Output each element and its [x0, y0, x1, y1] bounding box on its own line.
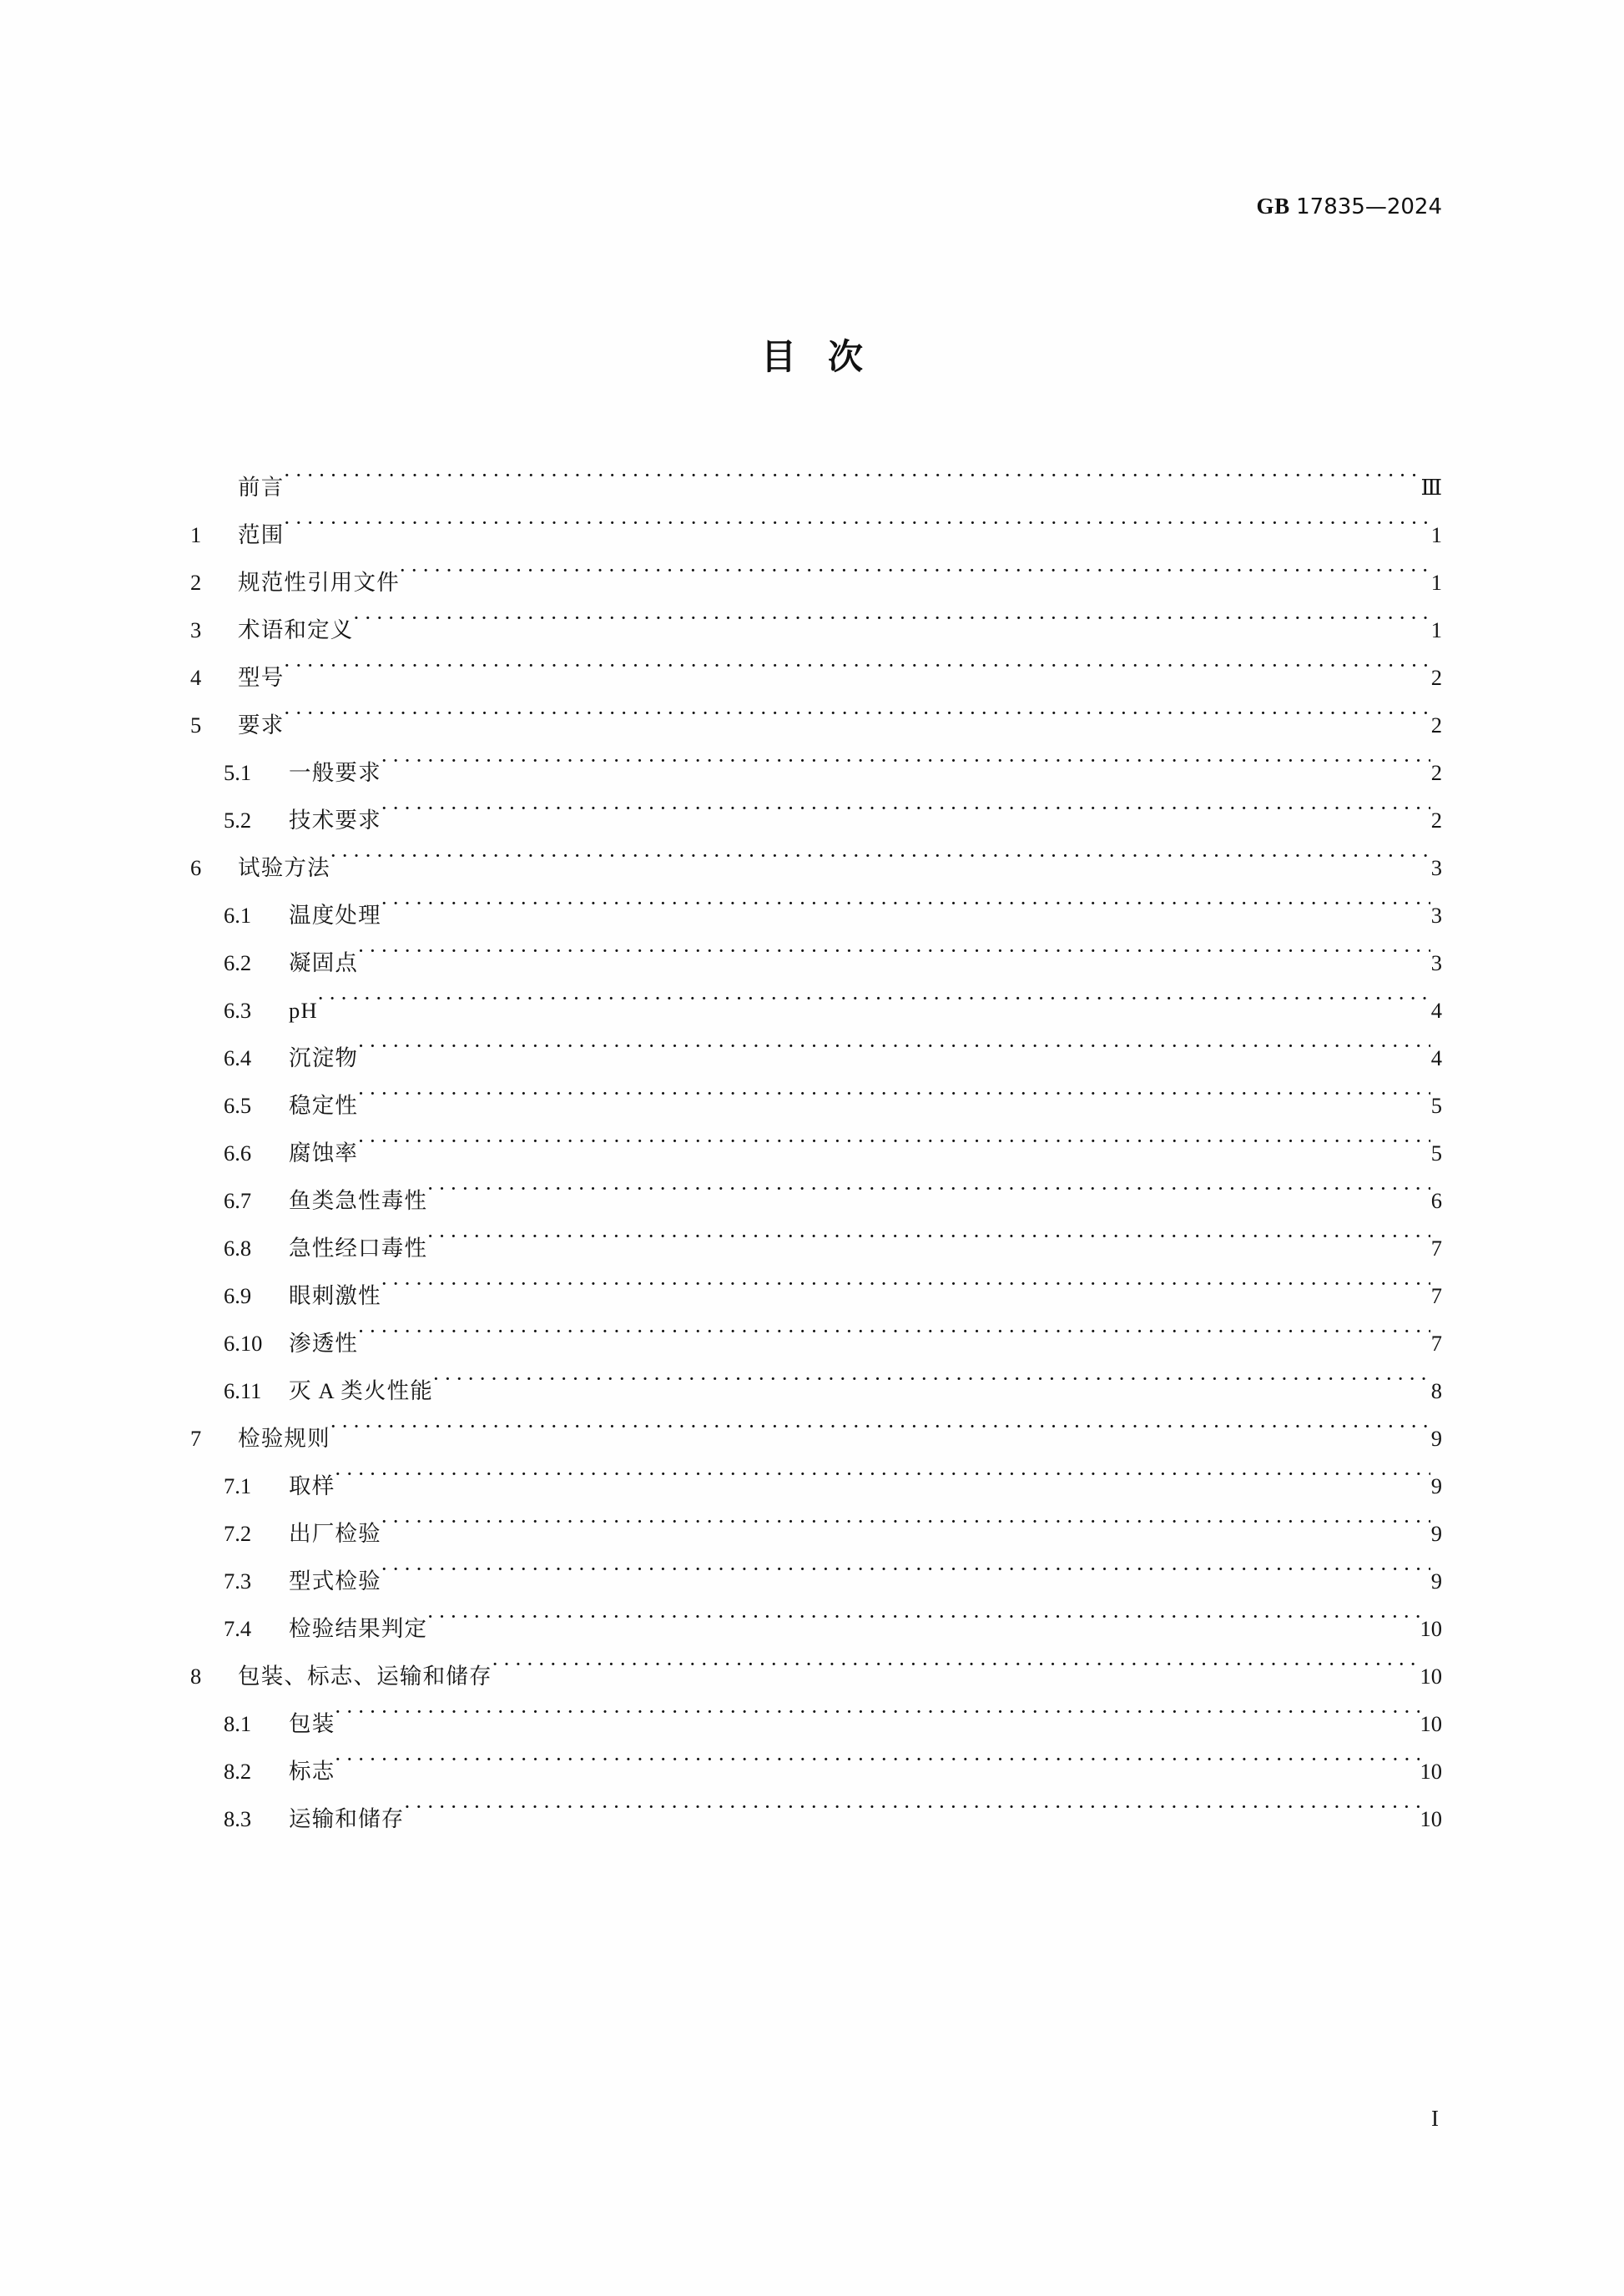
toc-entry-label: 型号	[238, 665, 285, 690]
toc-entry-number: 8	[190, 1664, 202, 1689]
toc-entry-page: 7	[1430, 1283, 1442, 1308]
toc-entry-number: 5	[190, 712, 202, 738]
toc-dot-leader	[382, 806, 1430, 828]
toc-dot-leader	[285, 663, 1430, 685]
toc-entry-page: 7	[1430, 1331, 1442, 1356]
toc-entry-number: 5.1	[224, 760, 252, 785]
toc-entry-number: 6.4	[224, 1045, 252, 1070]
standard-header	[1257, 194, 1442, 219]
toc-dot-leader	[359, 1091, 1430, 1113]
toc-entry-number: 6.10	[224, 1331, 263, 1356]
toc-entry-page: 4	[1430, 998, 1442, 1023]
toc-entry-number: 8.2	[224, 1759, 252, 1784]
toc-entry-page: 8	[1430, 1378, 1442, 1403]
toc-entry-page: 9	[1430, 1473, 1442, 1498]
toc-dot-leader	[382, 758, 1430, 780]
toc-entry-label: 运输和储存	[289, 1806, 405, 1831]
toc-entry-page: 3	[1430, 855, 1442, 880]
toc-dot-leader	[359, 1139, 1430, 1161]
toc-entry-number: 4	[190, 665, 202, 690]
toc-entry-label: 范围	[238, 522, 285, 547]
toc-entry-number: 7.3	[224, 1568, 252, 1594]
toc-entry[interactable]	[190, 511, 1442, 559]
toc-dot-leader	[335, 1709, 1419, 1731]
toc-entry-label: 鱼类急性毒性	[289, 1188, 428, 1213]
toc-entry-number: 6	[190, 855, 202, 880]
toc-entry-page: 3	[1430, 950, 1442, 975]
toc-entry-label: 包装	[289, 1711, 335, 1736]
toc-entry-label: 腐蚀率	[289, 1140, 359, 1166]
toc-dot-leader	[359, 949, 1430, 970]
toc-dot-leader	[331, 853, 1430, 875]
toc-entry[interactable]	[190, 1558, 1442, 1605]
toc-entry-page: 10	[1420, 1759, 1442, 1784]
toc-entry-number: 6.1	[224, 903, 252, 928]
toc-entry-page: 1	[1430, 570, 1442, 595]
toc-entry[interactable]	[190, 987, 1442, 1035]
toc-dot-leader	[382, 1519, 1430, 1541]
toc-entry-number: 2	[190, 570, 202, 595]
toc-entry-label: 温度处理	[289, 903, 381, 928]
toc-entry-page: 10	[1420, 1664, 1442, 1689]
toc-entry-page: 9	[1430, 1568, 1442, 1594]
toc-dot-leader	[319, 996, 1430, 1018]
page-number: I	[1431, 2106, 1439, 2131]
toc-entry[interactable]	[190, 1653, 1442, 1700]
toc-entry-label: 标志	[289, 1759, 335, 1784]
toc-entry-number: 6.11	[224, 1378, 262, 1403]
toc-dot-leader	[335, 1472, 1430, 1493]
toc-dot-leader	[428, 1234, 1430, 1256]
toc-entry[interactable]	[190, 654, 1442, 702]
toc-entry[interactable]	[190, 607, 1442, 654]
toc-dot-leader	[428, 1614, 1419, 1636]
toc-entry-number: 8.3	[224, 1806, 252, 1831]
toc-entry-page: 1	[1430, 617, 1442, 642]
toc-entry-page: 2	[1430, 760, 1442, 785]
toc-dot-leader	[335, 1757, 1419, 1779]
toc-entry-page: 5	[1430, 1093, 1442, 1118]
toc-entry-page: 9	[1430, 1426, 1442, 1451]
toc-dot-leader	[428, 1186, 1430, 1208]
toc-entry-number: 7.4	[224, 1616, 252, 1641]
toc-dot-leader	[331, 1424, 1430, 1446]
toc-entry-number: 6.6	[224, 1140, 252, 1166]
toc-entry[interactable]	[190, 1700, 1442, 1748]
toc-entry-number: 3	[190, 617, 202, 642]
toc-entry-page: 6	[1430, 1188, 1442, 1213]
toc-dot-leader	[401, 568, 1430, 590]
standard-prefix: GB	[1256, 194, 1290, 219]
toc-entry-number: 1	[190, 522, 202, 547]
toc-entry[interactable]	[190, 892, 1442, 939]
toc-entry-label: 沉淀物	[289, 1045, 359, 1070]
toc-dot-leader	[406, 1805, 1420, 1826]
toc-entry-page: 2	[1430, 712, 1442, 738]
toc-entry-page: 9	[1430, 1521, 1442, 1546]
toc-entry-number: 6.3	[224, 998, 252, 1023]
toc-entry-label: 灭 A 类火性能	[289, 1378, 434, 1403]
toc-entry-label: 一般要求	[289, 760, 381, 785]
toc-entry[interactable]	[190, 1795, 1442, 1843]
toc-entry-page: 2	[1430, 808, 1442, 833]
toc-entry[interactable]	[190, 702, 1442, 749]
toc-entry[interactable]	[190, 797, 1442, 844]
toc-entry-label: 要求	[238, 712, 285, 738]
toc-entry-label: 取样	[289, 1473, 335, 1498]
toc-entry-number: 7.2	[224, 1521, 252, 1546]
toc-entry-label: 稳定性	[289, 1093, 359, 1118]
toc-entry[interactable]	[190, 1367, 1442, 1415]
toc-entry-number: 6.5	[224, 1093, 252, 1118]
toc-dot-leader	[382, 901, 1430, 923]
toc-entry-label: 术语和定义	[238, 617, 354, 642]
toc-entry-page: 10	[1420, 1806, 1442, 1831]
toc-dot-leader	[285, 473, 1420, 495]
toc-entry[interactable]	[190, 1035, 1442, 1082]
toc-entry-number: 6.9	[224, 1283, 252, 1308]
toc-entry[interactable]	[190, 1225, 1442, 1272]
toc-entry[interactable]	[190, 1320, 1442, 1367]
toc-dot-leader	[359, 1044, 1430, 1065]
toc-entry[interactable]	[190, 1510, 1442, 1558]
toc-entry[interactable]	[190, 939, 1442, 987]
toc-dot-leader	[493, 1662, 1420, 1684]
toc-entry[interactable]	[190, 1272, 1442, 1320]
toc-entry-label: 包装、标志、运输和储存	[238, 1664, 492, 1689]
toc-dot-leader	[382, 1567, 1430, 1589]
toc-dot-leader	[382, 1281, 1430, 1303]
toc-entry[interactable]	[190, 464, 1442, 511]
page-title: 目次	[760, 336, 895, 377]
toc-dot-leader	[285, 521, 1430, 542]
toc-dot-leader	[285, 711, 1430, 733]
toc-entry-number: 7	[190, 1426, 202, 1451]
toc-entry-label: 规范性引用文件	[238, 570, 400, 595]
toc-entry-page: 10	[1420, 1711, 1442, 1736]
toc-entry-label: 检验规则	[238, 1426, 330, 1451]
table-of-contents	[190, 464, 1442, 1843]
toc-entry-label: 技术要求	[289, 808, 381, 833]
toc-entry-number: 6.8	[224, 1236, 252, 1261]
toc-entry-page: 5	[1430, 1140, 1442, 1166]
toc-entry-label: 渗透性	[289, 1331, 359, 1356]
toc-entry-number: 6.7	[224, 1188, 252, 1213]
toc-entry-label: 凝固点	[289, 950, 359, 975]
toc-entry-label: 型式检验	[289, 1568, 381, 1594]
toc-entry-label: 急性经口毒性	[289, 1236, 428, 1261]
toc-entry-page: 3	[1430, 903, 1442, 928]
toc-entry-page: 4	[1430, 1045, 1442, 1070]
toc-entry-page: 1	[1430, 522, 1442, 547]
toc-entry[interactable]	[190, 1415, 1442, 1463]
toc-entry-label: 眼刺激性	[289, 1283, 381, 1308]
toc-entry-page: 7	[1430, 1236, 1442, 1261]
toc-entry[interactable]	[190, 1177, 1442, 1225]
toc-entry[interactable]	[190, 1130, 1442, 1177]
toc-entry[interactable]	[190, 844, 1442, 892]
toc-entry-number: 8.1	[224, 1711, 252, 1736]
toc-entry[interactable]	[190, 749, 1442, 797]
toc-entry[interactable]	[190, 1748, 1442, 1795]
toc-entry[interactable]	[190, 1082, 1442, 1130]
toc-entry-page: Ⅲ	[1420, 475, 1442, 500]
toc-entry-number: 5.2	[224, 808, 252, 833]
toc-entry-label: 试验方法	[238, 855, 330, 880]
toc-dot-leader	[434, 1377, 1430, 1398]
toc-entry-label: 前言	[238, 475, 285, 500]
toc-entry-label: 检验结果判定	[289, 1616, 428, 1641]
toc-entry[interactable]	[190, 559, 1442, 607]
toc-entry[interactable]	[190, 1463, 1442, 1510]
toc-entry-label: pH	[289, 998, 318, 1023]
toc-entry-number: 6.2	[224, 950, 252, 975]
toc-entry[interactable]	[190, 1605, 1442, 1653]
toc-dot-leader	[359, 1329, 1430, 1351]
toc-dot-leader	[355, 616, 1430, 637]
toc-entry-page: 2	[1430, 665, 1442, 690]
toc-entry-page: 10	[1420, 1616, 1442, 1641]
toc-entry-number: 7.1	[224, 1473, 252, 1498]
standard-number: 17835—2024	[1296, 194, 1442, 219]
toc-entry-label: 出厂检验	[289, 1521, 381, 1546]
